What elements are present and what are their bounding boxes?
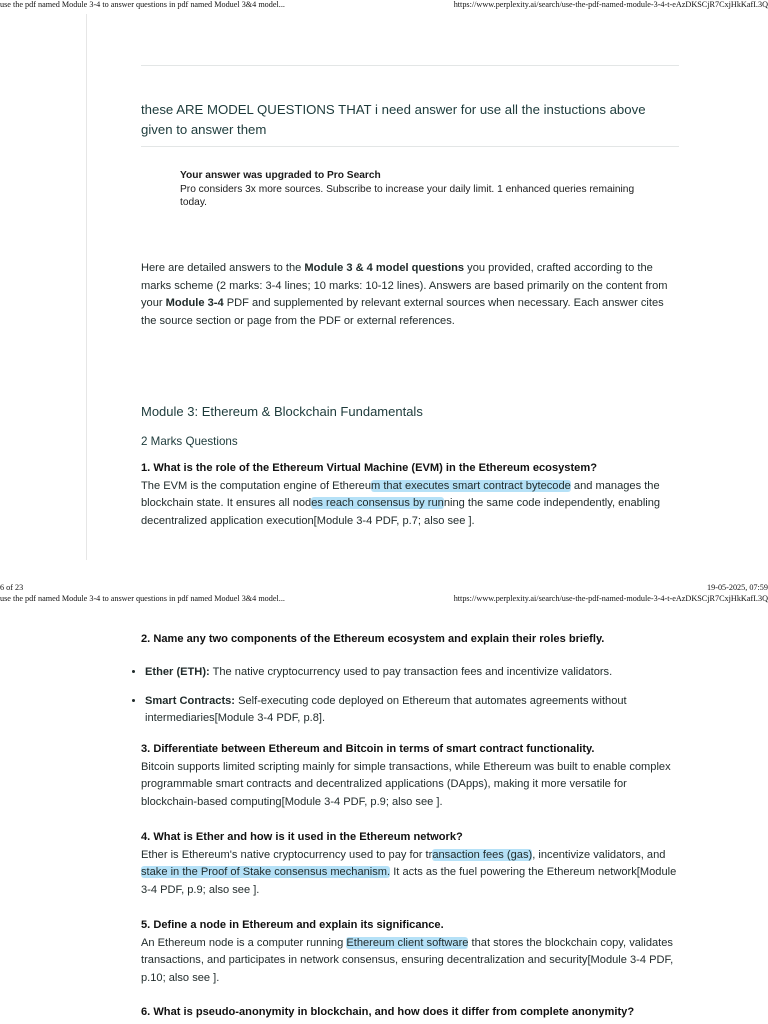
list-item xyxy=(145,693,695,728)
page-sheet-1 xyxy=(0,14,768,560)
left-divider xyxy=(86,14,87,560)
intro-text: you provided, crafted according to the marks scheme (2 marks: 3-4 lines; 10 marks: 10-12 lines). Answers are based primarily on the content from your xyxy=(141,262,668,309)
top-divider xyxy=(141,65,679,66)
print-page-url: https://www.perplexity.ai/search/use-the-pdf-named-module-3-4-t-eAzDKSCjR7CxjHkKafI.3Q xyxy=(453,594,768,603)
highlighted-text: ansaction fees (gas) xyxy=(432,848,533,861)
question-6 xyxy=(141,1004,681,1022)
pro-search-notice xyxy=(180,169,660,210)
intro-bold: Module 3-4 xyxy=(165,297,224,309)
list-item xyxy=(145,664,695,682)
print-datetime: 19-05-2025, 07:59 xyxy=(707,583,768,592)
print-page-title: use the pdf named Module 3-4 to answer questions in pdf named Moduel 3&4 model... xyxy=(0,594,285,603)
question-3 xyxy=(141,741,681,811)
intro-bold: Module 3 & 4 model questions xyxy=(304,262,465,274)
answer-text: The EVM is the computation engine of Ethereu xyxy=(141,479,372,492)
answer-text: Bitcoin supports limited scripting mainly for simple transactions, while Ethereum was built to enable complex programmable smart contracts and decentralized applications (DApps), making it more versatile for blockchain-based computing[Module 3-4 PDF, p.9; also see ]. xyxy=(141,760,671,808)
query-divider xyxy=(141,146,679,147)
list-text: Self-executing code deployed on Ethereum that automates agreements without intermediaries[Module 3-4 PDF, p.8]. xyxy=(145,694,627,724)
answer-text: that stores the blockchain copy, validates transactions, and participates in network consensus, ensuring decentralization and security[Module 3-4 PDF, p.10; also see ]. xyxy=(141,936,674,984)
pro-notice-heading: Your answer was upgraded to Pro Search xyxy=(180,170,381,181)
pro-notice-body: Pro considers 3x more sources. Subscribe to increase your daily limit. 1 enhanced queries remaining today. xyxy=(180,183,635,208)
question-heading: 2. Name any two components of the Ethereum ecosystem and explain their roles briefly. xyxy=(141,633,605,645)
list-text: The native cryptocurrency used to pay transaction fees and incentivize validators. xyxy=(209,666,613,678)
answer-text: An Ethereum node is a computer running xyxy=(141,936,347,949)
print-page-url: https://www.perplexity.ai/search/use-the-pdf-named-module-3-4-t-eAzDKSCjR7CxjHkKafI.3Q xyxy=(453,0,768,9)
print-header-page2 xyxy=(0,594,768,608)
answer-text: , incentivize validators, and xyxy=(532,848,666,861)
components-list xyxy=(131,664,695,739)
highlighted-text: Ethereum client software xyxy=(346,936,469,949)
question-5 xyxy=(141,917,681,987)
question-heading: 1. What is the role of the Ethereum Virtual Machine (EVM) in the Ethereum ecosystem? xyxy=(141,462,597,474)
answer-text: Ether is Ethereum's native cryptocurrency used to pay for tr xyxy=(141,848,433,861)
answer-text: ning the same code independently, enabling decentralized application execution[Module 3-4 PDF, p.7; also see ]. xyxy=(141,497,661,527)
section-title: Module 3: Ethereum & Blockchain Fundamentals xyxy=(141,404,423,419)
question-2-heading-block xyxy=(141,631,681,649)
question-4 xyxy=(141,829,681,899)
print-page-title: use the pdf named Module 3-4 to answer questions in pdf named Moduel 3&4 model... xyxy=(0,0,285,9)
subsection-title: 2 Marks Questions xyxy=(141,435,238,448)
answer-text: It acts as the fuel powering the Ethereum network[Module 3-4 PDF, p.9; also see ]. xyxy=(141,866,677,896)
answer-text: and manages the blockchain state. It ensures all nod xyxy=(141,479,660,509)
question-heading: 3. Differentiate between Ethereum and Bitcoin in terms of smart contract functionality. xyxy=(141,743,595,755)
page-sheet-2 xyxy=(0,608,768,1024)
intro-text: PDF and supplemented by relevant external sources when necessary. Each answer cites the source section or page from the PDF or external references. xyxy=(141,297,664,327)
user-query: these ARE MODEL QUESTIONS THAT i need answer for use all the instuctions above given to answer them xyxy=(141,102,646,137)
intro-paragraph xyxy=(141,260,681,330)
intro-text: Here are detailed answers to the xyxy=(141,262,305,274)
page-number: 6 of 23 xyxy=(0,583,24,592)
print-header-top xyxy=(0,0,768,14)
list-term: Ether (ETH): xyxy=(145,666,210,678)
question-heading: 6. What is pseudo-anonymity in blockchain, and how does it differ from complete anonymity? xyxy=(141,1006,635,1018)
question-heading: 5. Define a node in Ethereum and explain its significance. xyxy=(141,919,444,931)
question-1 xyxy=(141,460,681,530)
list-term: Smart Contracts: xyxy=(145,694,236,707)
highlighted-text: m that executes smart contract bytecode xyxy=(371,479,571,492)
highlighted-text: stake in the Proof of Stake consensus mechanism. xyxy=(141,866,391,878)
highlighted-text: es reach consensus by run xyxy=(311,497,444,509)
question-heading: 4. What is Ether and how is it used in the Ethereum network? xyxy=(141,831,463,843)
